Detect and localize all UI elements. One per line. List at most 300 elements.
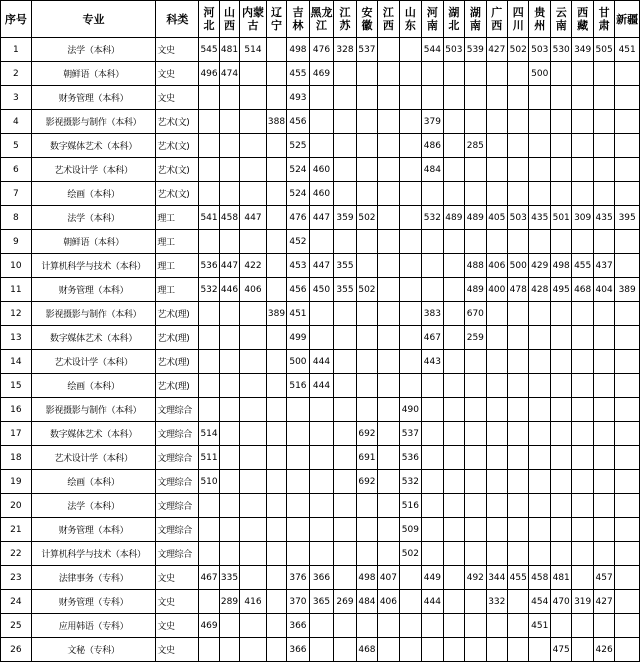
score-cell: 532 [422,206,443,230]
table-row [1,110,640,134]
score-cell [422,422,443,446]
score-cell [309,494,334,518]
row-major-cell: 艺术设计学（本科） [31,158,156,182]
score-cell [486,182,507,206]
score-cell [615,542,640,566]
score-cell [508,326,529,350]
score-cell: 489 [443,206,464,230]
score-cell: 447 [240,206,267,230]
score-cell [572,638,593,662]
score-cell [266,398,286,422]
score-cell: 460 [309,182,334,206]
score-cell [334,62,356,86]
score-cell [378,254,399,278]
header-major: 专业 [31,1,156,38]
score-cell: 500 [287,350,309,374]
score-cell: 467 [199,566,219,590]
score-cell [486,542,507,566]
score-cell [399,614,421,638]
score-cell [593,182,614,206]
score-cell [508,86,529,110]
score-cell: 537 [356,38,377,62]
score-cell [572,350,593,374]
score-cell [219,542,239,566]
score-cell [422,230,443,254]
score-cell [508,614,529,638]
score-cell [593,446,614,470]
row-major-cell: 文秘（专科） [31,638,156,662]
score-cell [508,62,529,86]
score-cell: 451 [615,38,640,62]
score-cell [378,158,399,182]
score-cell: 379 [422,110,443,134]
score-cell [486,86,507,110]
score-cell [219,230,239,254]
score-cell: 355 [334,278,356,302]
score-cell [550,158,571,182]
score-cell [550,374,571,398]
row-category-cell: 艺术(文) [156,134,199,158]
score-cell [422,278,443,302]
score-cell [550,110,571,134]
table-row [1,38,640,62]
score-cell: 541 [199,206,219,230]
score-cell: 509 [399,518,421,542]
score-cell [356,62,377,86]
score-cell [287,422,309,446]
score-cell [615,470,640,494]
score-cell [399,110,421,134]
row-major-cell: 影视摄影与制作（本科） [31,398,156,422]
score-cell [219,614,239,638]
score-cell: 484 [422,158,443,182]
row-category-cell: 文理综合 [156,470,199,494]
row-major-cell: 财务管理（本科） [31,86,156,110]
score-cell [240,542,267,566]
score-cell [199,110,219,134]
table-row [1,590,640,614]
score-cell [529,470,550,494]
score-cell: 405 [486,206,507,230]
score-cell: 481 [550,566,571,590]
score-cell [334,302,356,326]
score-cell [266,182,286,206]
row-seq-cell: 18 [1,446,32,470]
table-row [1,446,640,470]
score-cell: 407 [378,566,399,590]
score-cell [356,542,377,566]
score-cell [508,134,529,158]
score-cell [486,158,507,182]
score-cell [334,446,356,470]
row-category-cell: 文史 [156,566,199,590]
score-cell [334,230,356,254]
score-cell: 468 [572,278,593,302]
score-cell [199,398,219,422]
score-cell [240,350,267,374]
score-cell [356,326,377,350]
score-cell [529,446,550,470]
score-cell: 503 [508,206,529,230]
score-cell: 502 [399,542,421,566]
score-cell: 530 [550,38,571,62]
score-cell: 516 [287,374,309,398]
score-cell [334,518,356,542]
score-cell [219,638,239,662]
score-cell [508,494,529,518]
table-row [1,542,640,566]
score-cell [266,542,286,566]
score-cell [356,614,377,638]
score-cell: 457 [593,566,614,590]
score-cell: 510 [199,470,219,494]
score-cell [334,422,356,446]
score-cell: 389 [266,302,286,326]
score-cell [529,86,550,110]
row-major-cell: 朝鲜语（本科） [31,230,156,254]
score-cell [593,230,614,254]
score-cell [572,158,593,182]
score-cell [572,398,593,422]
score-cell: 489 [465,206,486,230]
score-cell [309,518,334,542]
score-cell [508,398,529,422]
score-cell [266,590,286,614]
score-cell: 427 [486,38,507,62]
score-cell: 501 [550,206,571,230]
score-cell [572,86,593,110]
score-cell [422,638,443,662]
row-major-cell: 影视摄影与制作（本科） [31,110,156,134]
score-cell [443,470,464,494]
row-major-cell: 财务管理（本科） [31,278,156,302]
score-cell: 691 [356,446,377,470]
score-cell [199,374,219,398]
score-cell [266,278,286,302]
score-cell [443,326,464,350]
score-cell [356,134,377,158]
score-cell [443,134,464,158]
score-cell: 532 [199,278,219,302]
score-cell [486,134,507,158]
row-seq-cell: 7 [1,182,32,206]
score-cell [593,86,614,110]
score-cell: 422 [240,254,267,278]
score-cell [529,302,550,326]
score-cell [356,158,377,182]
score-cell [550,398,571,422]
score-cell [356,86,377,110]
score-cell [378,206,399,230]
score-cell [572,182,593,206]
row-seq-cell: 17 [1,422,32,446]
score-cell [378,38,399,62]
score-cell [240,182,267,206]
row-seq-cell: 2 [1,62,32,86]
score-cell [334,398,356,422]
header-province: 江西 [378,1,399,38]
score-cell [529,230,550,254]
score-cell [219,374,239,398]
score-cell: 389 [615,278,640,302]
score-cell [240,614,267,638]
score-cell [240,494,267,518]
score-cell [465,614,486,638]
score-cell [422,494,443,518]
score-cell [356,254,377,278]
score-cell: 416 [240,590,267,614]
table-row [1,326,640,350]
score-cell [615,422,640,446]
score-cell [378,398,399,422]
score-cell [378,422,399,446]
score-cell [334,638,356,662]
row-major-cell: 法学（本科） [31,206,156,230]
score-cell: 395 [615,206,640,230]
score-cell: 335 [219,566,239,590]
score-cell [422,470,443,494]
score-cell: 444 [309,350,334,374]
row-seq-cell: 13 [1,326,32,350]
score-cell [219,302,239,326]
score-cell [422,518,443,542]
score-cell [486,326,507,350]
score-cell [443,638,464,662]
score-cell [529,158,550,182]
score-cell [443,494,464,518]
header-province: 吉林 [287,1,309,38]
score-cell [309,638,334,662]
score-cell [219,446,239,470]
score-cell: 458 [529,566,550,590]
score-cell [443,182,464,206]
table-row [1,230,640,254]
score-cell [266,134,286,158]
score-cell: 489 [465,278,486,302]
score-cell [465,398,486,422]
score-cell [287,398,309,422]
score-cell [572,566,593,590]
score-cell [443,590,464,614]
score-cell [199,302,219,326]
score-cell: 455 [508,566,529,590]
score-cell [593,350,614,374]
score-cell [219,494,239,518]
score-cell: 406 [240,278,267,302]
score-cell [486,374,507,398]
score-cell: 493 [287,86,309,110]
score-cell [334,110,356,134]
score-cell [508,446,529,470]
score-cell [399,350,421,374]
score-cell [508,638,529,662]
score-cell: 456 [287,278,309,302]
score-cell [378,326,399,350]
score-cell [615,398,640,422]
row-seq-cell: 25 [1,614,32,638]
score-cell: 366 [287,614,309,638]
score-cell [508,422,529,446]
score-cell [486,302,507,326]
score-cell [529,638,550,662]
score-cell [593,470,614,494]
score-cell: 447 [309,254,334,278]
score-cell: 692 [356,470,377,494]
score-cell [615,62,640,86]
header-seq: 序号 [1,1,32,38]
score-cell [615,518,640,542]
score-cell [615,230,640,254]
score-cell [443,566,464,590]
row-seq-cell: 4 [1,110,32,134]
score-cell: 503 [443,38,464,62]
score-cell [378,638,399,662]
score-cell [219,86,239,110]
score-cell [465,62,486,86]
score-cell [486,62,507,86]
score-cell [443,86,464,110]
score-cell: 532 [399,470,421,494]
score-cell [356,110,377,134]
score-cell [443,446,464,470]
score-cell [240,110,267,134]
score-cell: 259 [465,326,486,350]
score-cell [465,374,486,398]
row-category-cell: 文理综合 [156,422,199,446]
score-cell: 289 [219,590,239,614]
table-body [1,38,640,662]
score-cell [240,134,267,158]
score-cell [399,278,421,302]
score-cell [378,62,399,86]
score-cell [443,278,464,302]
score-cell [266,614,286,638]
score-cell: 349 [572,38,593,62]
score-cell [309,446,334,470]
score-cell [529,350,550,374]
score-cell: 429 [529,254,550,278]
score-cell [550,302,571,326]
score-cell [266,518,286,542]
score-cell: 525 [287,134,309,158]
score-cell [240,398,267,422]
score-cell [199,542,219,566]
score-cell [593,374,614,398]
score-cell [399,638,421,662]
score-cell [309,86,334,110]
score-cell: 451 [287,302,309,326]
score-cell: 514 [199,422,219,446]
header-province: 贵州 [529,1,550,38]
score-cell [240,422,267,446]
score-cell: 692 [356,422,377,446]
score-cell [572,494,593,518]
score-cell [334,470,356,494]
row-category-cell: 艺术(理) [156,374,199,398]
score-cell [486,494,507,518]
score-cell: 365 [309,590,334,614]
score-cell: 458 [219,206,239,230]
table-row [1,158,640,182]
row-category-cell: 理工 [156,206,199,230]
score-cell [422,446,443,470]
score-cell [443,302,464,326]
score-cell: 454 [529,590,550,614]
score-cell [529,182,550,206]
score-cell [443,62,464,86]
table-row [1,638,640,662]
table-row [1,398,640,422]
score-cell [443,110,464,134]
score-cell: 404 [593,278,614,302]
score-cell [465,422,486,446]
score-cell [593,518,614,542]
score-cell [615,86,640,110]
score-cell [508,350,529,374]
score-cell: 309 [572,206,593,230]
score-cell [465,446,486,470]
score-cell: 495 [550,278,571,302]
score-cell [572,446,593,470]
score-cell: 536 [399,446,421,470]
score-cell: 502 [356,278,377,302]
score-cell [615,158,640,182]
row-major-cell: 朝鲜语（本科） [31,62,156,86]
score-cell [593,422,614,446]
score-cell: 498 [287,38,309,62]
row-major-cell: 数字媒体艺术（本科） [31,326,156,350]
score-cell [334,542,356,566]
score-cell: 476 [309,38,334,62]
score-cell [615,110,640,134]
score-cell: 406 [486,254,507,278]
score-cell: 474 [219,62,239,86]
score-cell [550,86,571,110]
score-cell [572,326,593,350]
score-cell: 449 [422,566,443,590]
score-cell [309,134,334,158]
score-cell: 516 [399,494,421,518]
header-province: 甘肃 [593,1,614,38]
header-province: 内蒙古 [240,1,267,38]
score-cell: 376 [287,566,309,590]
score-cell [572,230,593,254]
row-category-cell: 理工 [156,278,199,302]
score-cell [334,350,356,374]
score-cell [443,158,464,182]
score-cell [378,134,399,158]
score-cell: 426 [593,638,614,662]
score-cell [399,326,421,350]
score-cell [465,230,486,254]
score-cell [378,302,399,326]
header-province: 安徽 [356,1,377,38]
score-cell [593,134,614,158]
row-category-cell: 文理综合 [156,398,199,422]
score-cell [615,374,640,398]
row-category-cell: 理工 [156,230,199,254]
score-cell [399,86,421,110]
score-cell: 344 [486,566,507,590]
table-row [1,302,640,326]
score-cell: 355 [334,254,356,278]
score-cell [334,614,356,638]
score-cell [508,182,529,206]
score-cell: 544 [422,38,443,62]
score-cell: 475 [550,638,571,662]
score-cell: 455 [572,254,593,278]
row-seq-cell: 21 [1,518,32,542]
